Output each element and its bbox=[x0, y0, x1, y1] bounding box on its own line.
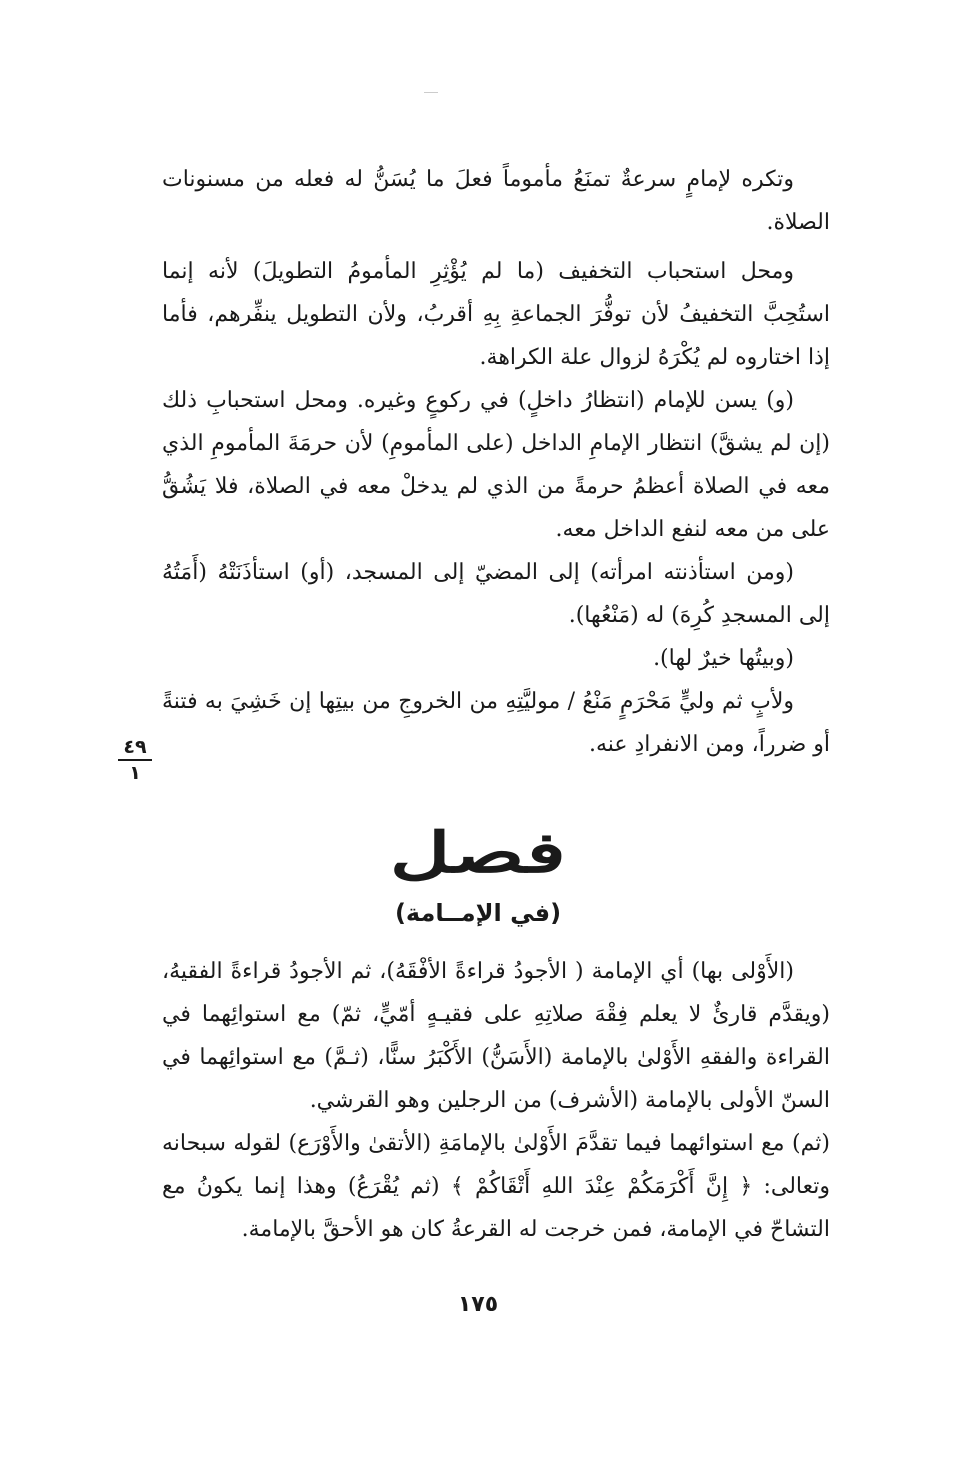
paragraph: (وبيتُها خيرٌ لها). bbox=[653, 646, 794, 671]
margin-note-side: ١ bbox=[129, 762, 141, 784]
paragraph: (و) يسن للإمام (انتظارُ داخلٍ) في ركوعٍ وغيره. ومحل استحبابِ ذلك (إن لم يشقَّ) انتظار الإمامِ الداخل (على المأمومِ) لأن حرمَةَ المأمومِ الذي معه في الصلاة أعظمُ حرمةً من الذي لم يدخلْ معه في الصلاة، فلا يَشُقُّ على من معه لنفع الداخل معه. bbox=[162, 388, 830, 542]
paragraph: (الأَوْلى بها) أي الإمامة ( الأجودُ قراءةً الأفْقَهُ)، ثم الأجودُ قراءةً الفقيهُ، (ويقدَّم قارئٌ لا يعلم فِقْهَ صلاتِهِ على فقيـهٍ أمّيٍّ، ثمّ) مع استوائِهما في القراءة والفقهِ الأَوْلىٰ بالإمامة (الأَسَنُّ) الأَكْبَرُ سنًّا، (ثـمَّ) مع استوائِهما في السنّ الأولى بالإمامة (الأشرف) من الرجلين وهو القرشي. bbox=[162, 959, 830, 1113]
page-number: ١٧٥ bbox=[457, 1292, 499, 1317]
paragraph: (ثم) مع استوائهما فيما تقدَّمَ الأَوْلىٰ بالإمامَةِ (الأتقىٰ والأَوْرَع) لقوله سبحانه وتعالى: ﴿ إِنَّ أَكْرَمَكُمْ عِنْدَ اللهِ أَتْقَاكُمْ ﴾ (ثم يُقْرَعُ) وهذا إنما يكونُ مع التشاحّ في الإمامة، فمن خرجت له القرعةُ كان هو الأحقَّ بالإمامة. bbox=[162, 1131, 830, 1242]
scan-mark bbox=[424, 92, 438, 93]
text-block-bottom bbox=[162, 950, 830, 1251]
fasl-heading-text: فصل bbox=[389, 820, 567, 886]
paragraph: ومحل استحباب التخفيف (ما لم يُؤْثِرِ المأمومُ التطويلَ) لأنه إنما استُحِبَّ التخفيفُ لأن توفُّرَ الجماعةِ بِهِ أقربُ، ولأن التطويل ينفِّرهم، فأما إذا اختاروه لم يُكْرَهُ لزوال علة الكراهة. bbox=[162, 259, 830, 370]
paragraph: وتكره لإمامٍ سرعةٌ تمنَعُ مأموماً فعلَ ما يُسَنُّ له فعله من مسنونات الصلاة. bbox=[162, 167, 830, 235]
margin-manuscript-reference bbox=[118, 738, 152, 782]
text-block-top bbox=[162, 158, 830, 766]
margin-note-folio: ٤٩ bbox=[118, 738, 152, 761]
paragraph: ولأبٍ ثم وليٍّ مَحْرَمٍ مَنْعُ / موليَّتِهِ من الخروجِ من بيتِها إن خَشِيَ به فتنةً أو ضرراً، ومن الانفرادِ عنه. bbox=[162, 689, 830, 757]
paragraph: (ومن استأذنته امرأته) إلى المضيّ إلى المسجد، (أو) استأذَنَتْهُ (أَمَتُهُ إلى المسجدِ كُرِهَ) له (مَنْعُها). bbox=[162, 560, 830, 628]
fasl-heading bbox=[378, 818, 578, 888]
section-title: (في الإمــامة) bbox=[394, 899, 562, 927]
